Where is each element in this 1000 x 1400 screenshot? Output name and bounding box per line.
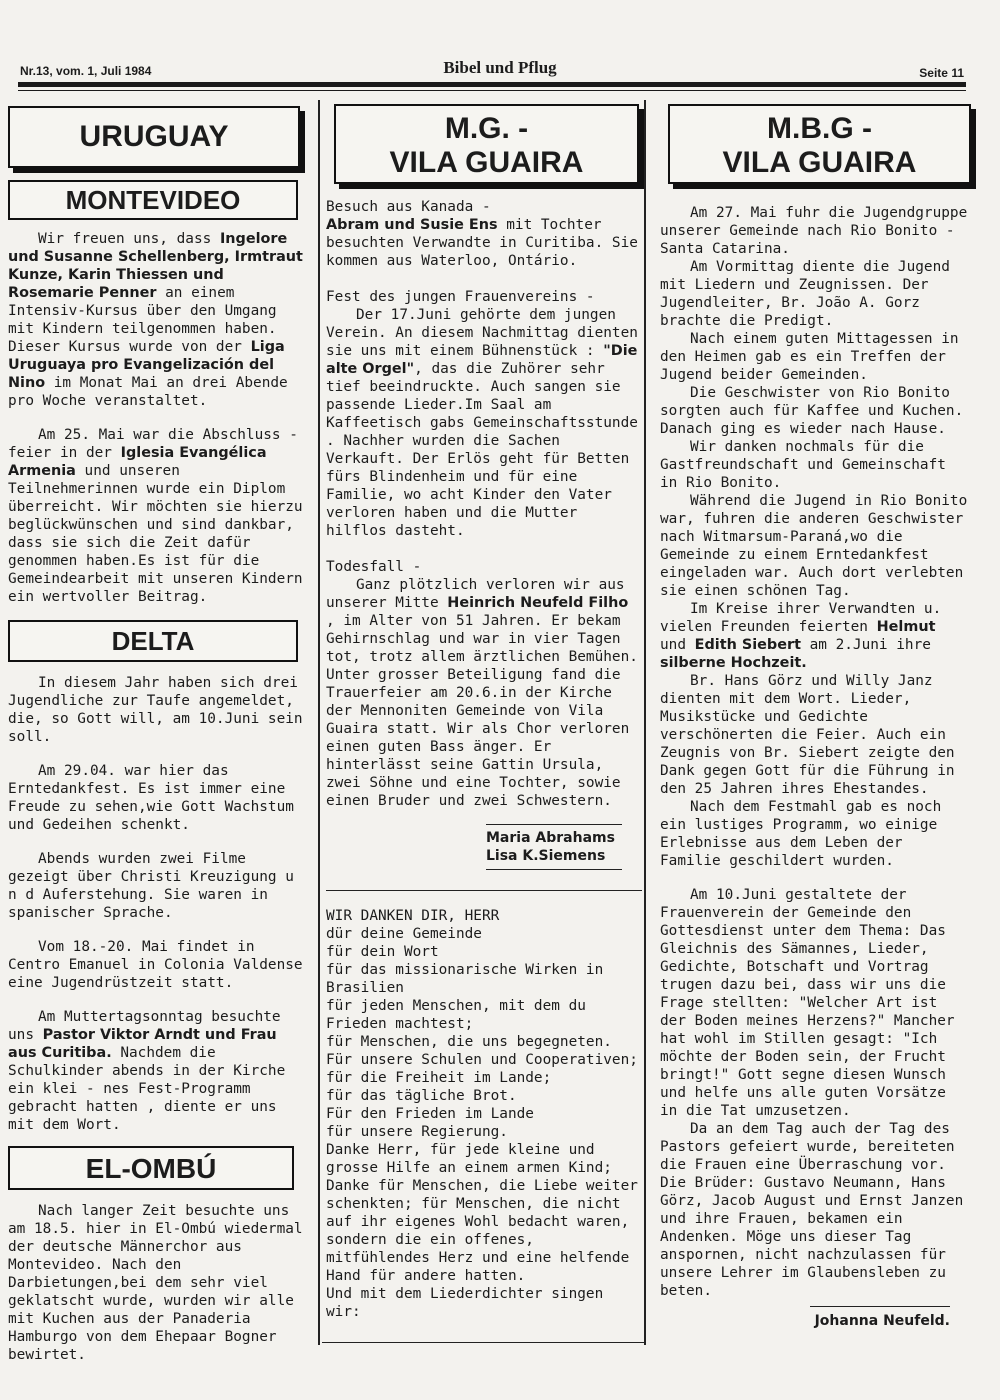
text-run: im Monat Mai an drei Abende pro Woche veranstaltet. (8, 375, 288, 409)
poem-line: Danke Herr, für jede kleine und grosse Hilfe an einem armen Kind; (326, 1142, 612, 1176)
visitor-names: Abram und Susie Ens (326, 217, 498, 233)
text-run: Der 17.Juni gehörte dem jungen Verein. An diesem Nachmittag dienten sie uns mit einem Bühnenstück : (326, 307, 638, 359)
text-run: , im Alter von 51 Jahren. Er bekam Gehirnschlag und war in vier Tagen tot, trotz allem ärztlichen Bemühen. Unter grosser Beteiligung fand die Trauerfeier am 20.6.in der Kirche der Mennoniten Gemeinde von Vila Guaira statt. Wir als Chor verloren einen guten Bass änger. Er hinterlässt seine Gattin Ursula, zwei Söhne und eine Tochter, sowie einen Bruder und zwei Schwestern. (326, 613, 638, 809)
mbg-paragraph-11: Da an dem Tag auch der Tag des Pastors gefeiert wurde, bereiteten die Frauen eine Überraschung vor. Die Brüder: Gustavo Neumann, Hans Görz, Jacob August und Ernst Janzen und ihre Frauen, bekamen ein Andenken. Möge uns dieser Tag anspornen, nicht nachzulassen für unsere Lehrer im Glaubensleben zu beten. (660, 1121, 964, 1299)
text-run: Wir freuen uns, dass (38, 231, 220, 247)
delta-paragraph-1: In diesem Jahr haben sich drei Jugendliche zur Taufe angemeldet, die, so Gott will, am 10.Juni sein soll. (8, 675, 303, 745)
poem-line: für jeden Menschen, mit dem du Frieden machtest; (326, 998, 586, 1032)
poem (326, 907, 642, 1321)
delta-paragraph-3: Abends wurden zwei Filme gezeigt über Christi Kreuzigung u n d Auferstehung. Sie waren in spanischer Sprache. (8, 851, 294, 921)
delta-paragraph-4: Vom 18.-20. Mai findet in Centro Emanuel in Colonia Valdense eine Jugendrüstzeit statt. (8, 939, 303, 991)
column-uruguay (8, 104, 310, 1364)
title-line-2: VILA GUAIRA (389, 146, 584, 179)
section-title-mg-vila-guaira (334, 104, 639, 184)
poem-line: für das tägliche Brot. (326, 1088, 517, 1104)
column-divider-1 (318, 100, 320, 1345)
text-run: Nachdem die Schulkinder abends in der Kirche ein klei - nes Fest-Programm gebracht hatten , diente er uns mit dem Wort. (8, 1045, 286, 1133)
page-number: Seite 11 (919, 66, 964, 80)
text-run: am 2.Juni ihre (800, 637, 931, 653)
section-title-delta: DELTA (8, 620, 298, 662)
el-ombu-paragraph-1: Nach langer Zeit besuchte uns am 18.5. hier in El-Ombú wiedermal der deutsche Männerchor aus Montevideo. Nach den Darbietungen,bei dem sehr viel geklatscht wurde, wurden wir alle mit Kuchen aus der Panaderia Hamburgo von dem Ehepaar Bogner bewirtet. (8, 1203, 303, 1363)
mbg-paragraph-3: Nach einem guten Mittagessen in den Heimen gab es ein Treffen der Jugend beider Gemeinden. (660, 331, 959, 383)
text-run: , das die Zuhörer sehr tief beeindruckte. Auch sangen sie passende Lieder.Im Saal am Kaffeetisch gabs Gemeinschaftsstunde . Nachher wurden die Sachen Verkauft. Der Erlös geht für Betten fürs Blindenheim und für eine Familie, wo acht Kinder den Vater verloren haben und die Mutter hilflos dasteht. (326, 361, 638, 539)
text-run: Im Kreise ihrer Verwandten u. vielen Freunden feierten (660, 601, 942, 635)
mbg-article (660, 204, 970, 1300)
poem-title: WIR DANKEN DIR, HERR (326, 908, 500, 924)
frauenverein-heading: Fest des jungen Frauenvereins - (326, 289, 595, 305)
text-run: und unseren Teilnehmerinnen wurde ein Diplom überreicht. Wir möchten sie hierzu beglückwünschen und sind dankbar, dass sie sich die Zeit dafür genommen haben.Es ist für die Gemeindearbeit mit unseren Kindern ein wertvoller Beitrag. (8, 463, 303, 605)
delta-article (8, 674, 310, 1134)
anniversary-label: silberne Hochzeit. (660, 655, 807, 671)
mbg-paragraph-6: Während die Jugend in Rio Bonito war, fuhren die anderen Geschwister nach Witmarsum-Paraná,wo die Gemeinde zu einem Erntedankfest eingeladen war. Auch dort verlebten sie einen schönen Tag. (660, 493, 968, 599)
montevideo-paragraph-1 (8, 230, 310, 410)
todesfall-heading: Todesfall - (326, 559, 422, 575)
mbg-paragraph-2: Am Vormittag diente die Jugend mit Liedern und Zeugnissen. Der Jugendleiter, Br. João A. Gorz brachte die Predigt. (660, 259, 950, 329)
issue-info: Nr.13, vom. 1, Juli 1984 (20, 64, 152, 78)
poem-line: Für unsere Schulen und Cooperativen; (326, 1052, 638, 1068)
todesfall-paragraph (326, 576, 642, 810)
kanada-article (326, 198, 642, 270)
church-name: Iglesia Evangélica Armenia (8, 445, 267, 479)
section-title-montevideo: MONTEVIDEO (8, 180, 298, 220)
section-title-mbg-vila-guaira (668, 104, 971, 184)
text-run: Am 25. Mai war die Abschluss - feier in der (8, 427, 298, 461)
section-divider (326, 890, 642, 891)
newspaper-title: Bibel und Pflug (443, 58, 557, 77)
kanada-paragraph (326, 216, 642, 270)
text-run: Am Muttertagsonntag besuchte uns (8, 1009, 281, 1043)
play-title: "Die alte Orgel" (326, 343, 638, 377)
kanada-heading: Besuch aus Kanada - (326, 199, 491, 215)
delta-paragraph-2: Am 29.04. war hier das Erntedankfest. Es ist immer eine Freude zu sehen,wie Gott Wachstum und Gedeihen schenkt. (8, 763, 294, 833)
column-mbg-vila-guaira (660, 104, 970, 1329)
couple-name-2: Edith Siebert (694, 637, 801, 653)
text-run: Ganz plötzlich verloren wir aus unserer Mitte (326, 577, 625, 611)
mbg-paragraph-10: Am 10.Juni gestaltete der Frauenverein der Gemeinde den Gottesdienst unter dem Thema: Das Gleichnis des Sämannes, Lieder, Gedichte, Botschaft und Vortrag trugen dazu bei, dass wir uns die Frage stellten: "Welcher Art ist der Boden meines Herzens?" Mancher hat wohl im Stillen gesagt: "Ich möchte der Boden sein, der Frucht bringt!" Gott segne diesen Wunsch und helfe uns alle guten Vorsätze in die Tat umzusetzen. (660, 887, 955, 1119)
poem-line: für unsere Regierung. (326, 1124, 508, 1140)
text-run: mit Tochter besuchten Verwandte in Curitiba. Sie kommen aus Waterloo, Ontário. (326, 217, 638, 269)
mbg-paragraph-5: Wir danken nochmals für die Gastfreundschaft und Gemeinschaft in Rio Bonito. (660, 439, 946, 491)
couple-name-1: Helmut (876, 619, 936, 635)
column-bottom-rule (322, 1342, 644, 1343)
visitor-names: Pastor Viktor Arndt und Frau aus Curitiba. (8, 1027, 277, 1061)
poem-line: Danke für Menschen, die Liebe weiter schenkten; für Menschen, die nicht auf ihr eigenes Wohl bedacht waren, sondern die ein offenes, mitfühlendes Herz und eine helfende Hand für andere hatten. (326, 1178, 638, 1284)
column-divider-2 (644, 100, 646, 1345)
signature-col3: Johanna Neufeld. (810, 1306, 950, 1329)
poem-line: für Menschen, die uns begegneten. (326, 1034, 612, 1050)
deceased-name: Heinrich Neufeld Filho (447, 595, 629, 611)
signature-col2 (486, 824, 622, 870)
mbg-paragraph-9: Nach dem Festmahl gab es noch ein lustiges Programm, wo einige Erlebnisse aus dem Leben der Familie geschildert wurden. (660, 799, 942, 869)
mbg-paragraph-4: Die Geschwister von Rio Bonito sorgten auch für Kaffee und Kuchen. Danach ging es wieder nach Hause. (660, 385, 964, 437)
signature-name-1: Maria Abrahams (486, 830, 615, 846)
title-line-2: VILA GUAIRA (722, 146, 917, 179)
section-title-el-ombu: EL-OMBÚ (8, 1146, 294, 1190)
mbg-paragraph-7 (660, 600, 970, 672)
signature-name-2: Lisa K.Siemens (486, 848, 606, 864)
delta-paragraph-5 (8, 1008, 310, 1134)
poem-line: Für den Frieden im Lande (326, 1106, 534, 1122)
header-rule-thin (18, 90, 966, 91)
title-line-1: M.B.G - (767, 112, 872, 145)
header-rule-thick (18, 82, 966, 87)
column-mg-vila-guaira (326, 104, 642, 1321)
poem-line: dür deine Gemeinde (326, 926, 482, 942)
poem-line: für das missionarische Wirken in Brasilien (326, 962, 604, 996)
montevideo-article (8, 230, 310, 606)
montevideo-paragraph-2 (8, 426, 310, 606)
frauenverein-paragraph (326, 306, 642, 540)
title-line-1: M.G. - (444, 112, 529, 145)
organization-name: Liga Uruguaya pro Evangelización del Nino (8, 339, 285, 391)
el-ombu-article (8, 1202, 310, 1364)
poem-line: für die Freiheit im Lande; (326, 1070, 552, 1086)
participant-names: Ingelore und Susanne Schellenberg, Irmtraut Kunze, Karin Thiessen und Rosemarie Penner (8, 231, 303, 301)
section-title-uruguay: URUGUAY (8, 106, 300, 168)
poem-line: Und mit dem Liederdichter singen wir: (326, 1286, 604, 1320)
mbg-paragraph-8: Br. Hans Görz und Willy Janz dienten mit dem Wort. Lieder, Musikstücke und Gedichte verschönerten die Feier. Auch ein Zeugnis von Br. Siebert zeigte den Dank gegen Gott für die Führung in den 25 Jahren ihres Ehestandes. (660, 673, 955, 797)
frauenverein-article (326, 288, 642, 540)
poem-line: für dein Wort (326, 944, 439, 960)
text-run: und (660, 637, 695, 653)
todesfall-article (326, 558, 642, 810)
mbg-paragraph-1: Am 27. Mai fuhr die Jugendgruppe unserer Gemeinde nach Rio Bonito - Santa Catarina. (660, 205, 968, 257)
text-run: an einem Intensiv-Kursus über den Umgang mit Kindern teilgenommen haben. Dieser Kursus wurde von der (8, 285, 277, 355)
